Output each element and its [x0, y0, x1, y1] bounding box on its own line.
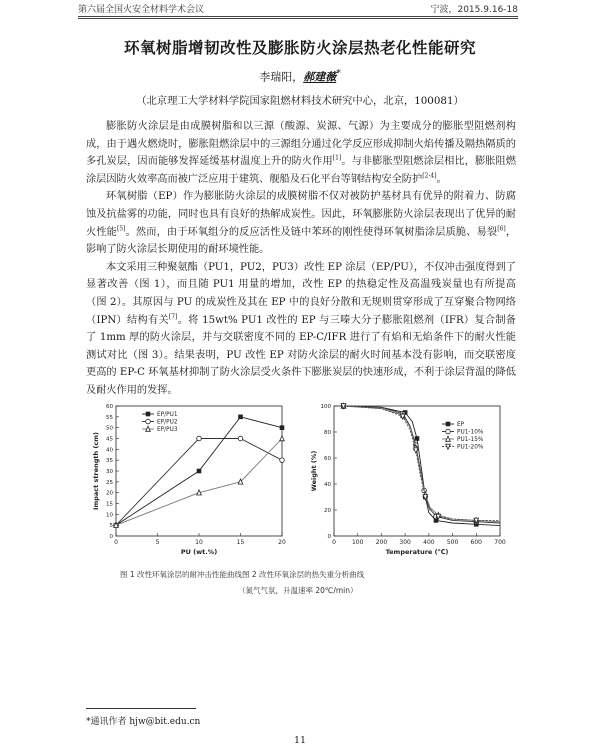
data-point-EP/PU2 [197, 436, 202, 441]
y-tick-label: 100 [320, 404, 331, 410]
y-tick-label: 40 [106, 447, 113, 454]
x-tick-label: 700 [494, 539, 506, 546]
citation: [1] [332, 154, 342, 162]
legend-label: EP/PU3 [157, 427, 178, 433]
x-tick-label: 10 [195, 539, 203, 546]
legend-marker [146, 419, 151, 424]
citation: [5] [116, 225, 126, 233]
footnote: *通讯作者 hjw@bit.edu.cn [86, 717, 201, 727]
x-axis-label: PU (wt.%) [180, 548, 218, 556]
data-point-EP/PU1 [280, 425, 285, 430]
legend-label: PU1-20% [457, 444, 484, 451]
y-axis-label: Weight (%) [310, 450, 318, 492]
header-rule-bottom [78, 18, 518, 19]
series-line-EP/PU3 [116, 439, 282, 526]
legend-label: PU1-15% [457, 437, 484, 443]
data-point-EP/PU2 [238, 436, 243, 441]
legend-label: EP [457, 422, 465, 428]
impact-strength-chart [82, 398, 302, 566]
x-tick-label: 500 [446, 539, 459, 546]
y-tick-label: 20 [106, 490, 113, 497]
author-corresponding: 郝建薇 [303, 70, 337, 84]
figure-1-caption: 图 1 改性环氧涂层的耐冲击性能曲线 [120, 570, 243, 579]
x-tick-label: 300 [399, 539, 411, 546]
y-tick-label: 40 [324, 482, 331, 488]
x-tick-label: 0 [332, 539, 336, 546]
running-header [78, 2, 518, 16]
y-tick-label: 60 [324, 456, 331, 462]
footnote-rule [86, 708, 196, 709]
x-tick-label: 100 [351, 539, 364, 546]
paragraph-2: 环氧树脂（EP）作为膨胀防火涂层的成膜树脂不仅对被防护基材具有优异的附着力、防腐蚀及抗盐雾的功能，同时也具有良好的热解成炭性。因此，环氧膨胀防火涂层表现出了优异的耐火性能[5]。然而，由于环氧组分的反应活性及链中苯环的刚性使得环氧树脂涂层质脆、易裂[6]，影响了防火涂层长期使用的耐环境性能。 [86, 191, 517, 256]
legend-marker [446, 422, 451, 427]
author-line [0, 68, 600, 85]
header-rule-top [78, 16, 518, 17]
header-conference: 第六届全国火安全材料学术会议 [78, 5, 205, 15]
y-tick-label: 35 [106, 458, 113, 465]
legend-label: PU1-10% [457, 429, 484, 436]
citation: [6] [497, 225, 506, 233]
y-tick-label: 15 [106, 501, 113, 508]
figure-captions [120, 569, 364, 580]
data-point-EP/PU1 [238, 415, 243, 420]
y-tick-label: 55 [106, 414, 113, 421]
y-tick-label: 0 [109, 534, 113, 540]
x-tick-label: 600 [470, 539, 483, 546]
x-tick-label: 200 [375, 539, 388, 546]
y-tick-label: 25 [106, 479, 113, 486]
figure-1 [82, 398, 302, 570]
y-tick-label: 5 [109, 523, 113, 530]
x-axis-label: Temperature (℃) [385, 548, 449, 556]
legend-marker [146, 412, 151, 417]
y-tick-label: 0 [327, 534, 331, 540]
series-line-PU1-20% [343, 406, 500, 520]
series-line-PU1-15% [343, 406, 500, 522]
figure-2 [300, 398, 510, 570]
data-point-EP [415, 436, 420, 441]
y-tick-label: 60 [106, 404, 113, 410]
figure-2-note: （氮气气氛，升温速率 20℃/min） [238, 586, 358, 595]
series-line-EP [343, 406, 500, 526]
y-tick-label: 80 [324, 430, 331, 436]
paragraph-1: 膨胀防火涂层是由成膜树脂和以三源（酸源、炭源、气源）为主要成分的膨胀型阻燃剂构成，由于遇火燃烧时，膨胀阻燃涂层中的三源组分通过化学反应形成抑制火焰传播及隔热隔质的多孔炭层，因而能够发挥延缓基材温度上升的防火作用[1]。与非膨胀型阻燃涂层相比，膨胀阻燃涂层因防火效率高而被广泛应用于建筑、舰船及石化平台等钢结构安全防护[2-4]。 [86, 121, 517, 185]
series-line-PU1-10% [343, 406, 500, 523]
x-tick-label: 0 [114, 539, 118, 546]
legend-label: EP/PU1 [157, 412, 178, 418]
data-point-EP/PU3 [280, 436, 285, 441]
series-line-EP/PU2 [116, 439, 282, 526]
y-axis-label: Impact strength (cm) [92, 432, 100, 510]
author-first: 李瑞阳， [259, 70, 304, 84]
header-location-date: 宁波，2015.9.16-18 [430, 5, 518, 15]
affiliation: （北京理工大学材料学院国家阻燃材料技术研究中心，北京，100081） [136, 95, 464, 107]
y-tick-label: 20 [324, 508, 331, 514]
tga-chart [300, 398, 510, 566]
y-tick-label: 45 [106, 436, 113, 443]
data-point-EP/PU1 [197, 469, 202, 474]
y-tick-label: 50 [106, 425, 113, 432]
body-text [86, 118, 516, 400]
legend-marker [446, 429, 451, 434]
data-point-EP/PU2 [280, 458, 285, 463]
page-number: 11 [293, 735, 307, 746]
paragraph-3: 本文采用三种聚氨酯（PU1，PU2，PU3）改性 EP 涂层（EP/PU），不仅冲击强度得到了显著改善（图 1），而且随 PU1 用量的增加，改性 EP 的热稳定性及高温残炭量也有所提高（图 2）。其原因与 PU 的成炭性及其在 EP 中的良好分散和无规则贯穿形成了互穿聚合物网络（IPN）结构有关[7]。将 15wt% PU1 改性的 EP 与三嗪大分子膨胀阻燃剂（IFR）复合制备了 1mm 厚的防火涂层，并与交联密度不同的 EP-C/IFR 进行了有焰和无焰条件下的耐火性能测试对比（图 3）。结果表明，PU 改性 EP 对防火涂层的耐火时间基本没有影响，而交联密度更高的 EP-C 环氧基材抑制了防火涂层受火条件下膨胀炭层的快速形成，不利于涂层背温的降低及耐火作用的发挥。 [86, 261, 516, 396]
x-tick-label: 5 [155, 539, 160, 546]
y-tick-label: 10 [106, 512, 113, 519]
legend-label: EP/PU2 [157, 419, 178, 426]
y-tick-label: 30 [106, 469, 113, 475]
x-tick-label: 15 [236, 539, 245, 546]
x-tick-label: 20 [278, 539, 286, 546]
plot-frame [334, 406, 500, 536]
corresponding-mark: * [336, 68, 341, 79]
citation: [2-4] [422, 172, 437, 180]
citation: [7] [168, 313, 178, 321]
x-tick-label: 400 [423, 539, 435, 546]
paper-title: 环氧树脂增韧改性及膨胀防火涂层热老化性能研究 [123, 39, 476, 57]
figure-2-caption: 图 2 改性环氧涂层的热失重分析曲线 [242, 570, 365, 579]
